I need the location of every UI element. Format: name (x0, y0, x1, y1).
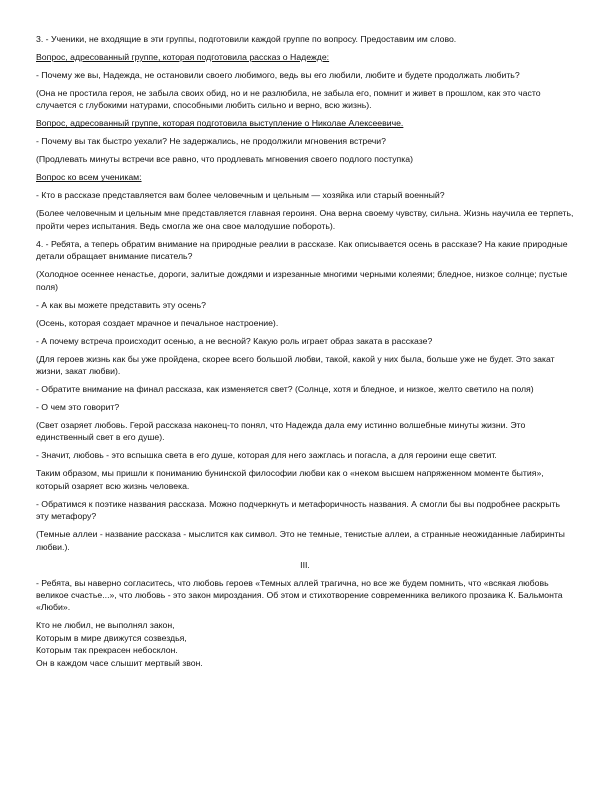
closing-paragraph: - Ребята, вы наверно согласитесь, что любовь героев «Темных аллей трагична, но все же будем помнить, что «всякая любовь великое счастье...», что любовь - это закон мироздания. Об этом и стихотворение современника великого прозаика К. Бальмонта «Люби». (36, 577, 563, 613)
paragraph: 3. - Ученики, не входящие в эти группы, подготовили каждой группе по вопросу. Предоставим им слово. (36, 34, 457, 44)
poem-line: Кто не любил, не выполнял закон, (36, 620, 175, 631)
paragraph: - О чем это говорит? (36, 402, 120, 413)
paragraph: - Кто в рассказе представляется вам более человечным и цельным — хозяйка или старый военный? (36, 190, 445, 201)
paragraph-list (36, 33, 574, 553)
paragraph: - А почему встреча происходит осенью, а не весной? Какую роль играет образ заката в рассказе? (36, 335, 433, 346)
question-heading: Вопрос, адресованный группе, которая подготовила рассказ о Надежде: (36, 52, 330, 62)
paragraph: (Продлевать минуты встречи все равно, что продлевать мгновения своего подлого поступка) (36, 154, 413, 165)
paragraph: - Обратите внимание на финал рассказа, как изменяется свет? (Солнце, хотя и бледное, и низкое, желто светило на поля) (36, 384, 534, 395)
paragraph: - Почему вы так быстро уехали? Не задержались, не продолжили мгновения встречи? (36, 136, 386, 147)
paragraph: (Более человечным и цельным мне представляется главная героиня. Она верна своему чувству, сильна. Жизнь научила ее терпеть, пройти через испытания. Ведь смогла же она свое малодушие побороть). (36, 208, 574, 231)
section-heading: III. (300, 559, 310, 570)
question-heading: Вопрос, адресованный группе, которая подготовила выступление о Николае Алексеевиче. (36, 118, 404, 129)
paragraph: 4. - Ребята, а теперь обратим внимание на природные реалии в рассказе. Как описывается осень в рассказе? На какие природные детали обращает внимание писатель? (36, 238, 568, 262)
poem-line: Которым в мире движутся созвездья, (36, 632, 187, 643)
paragraph: - Почему же вы, Надежда, не остановили своего любимого, ведь вы его любили, любите и будете продолжать любить? (36, 70, 520, 80)
paragraph: (Темные аллеи - название рассказа - мыслится как символ. Это не темные, тенистые аллеи, а странные неожиданные лабиринты любви.). (36, 529, 565, 552)
question-heading: Вопрос ко всем ученикам: (36, 172, 142, 183)
paragraph: Таким образом, мы пришли к пониманию бунинской философии любви как о «неком высшем напряженном моменте бытия», который озаряет всю жизнь человека. (36, 468, 544, 491)
document-body (36, 33, 574, 669)
paragraph: - Обратимся к поэтике названия рассказа. Можно подчеркнуть и метафоричность названия. А смогли бы вы подробнее раскрыть эту метафору? (36, 498, 560, 522)
paragraph: - Значит, любовь - это вспышка света в его душе, которая для него зажглась и погасла, а для героини еще светит. (36, 450, 497, 461)
paragraph: (Осень, которая создает мрачное и печальное настроение). (36, 317, 279, 328)
poem-line: Он в каждом часе слышит мертвый звон. (36, 657, 203, 668)
paragraph: (Она не простила героя, не забыла своих обид, но и не разлюбила, не забыла его, помнит и живет в прошлом, как это часто случается с глубокими натурами, способными любить сильно и верно, всю жизнь). (36, 88, 541, 111)
paragraph: - А как вы можете представить эту осень? (36, 299, 206, 310)
poem-line: Которым так прекрасен небосклон. (36, 645, 178, 656)
paragraph: (Свет озаряет любовь. Герой рассказа наконец-то понял, что Надежда дала ему истинно волшебные минуты жизни. Это единственный свет в его душе). (36, 420, 526, 443)
paragraph: (Холодное осеннее ненастье, дороги, залитые дождями и изрезанные многими черными колеями; бледное, низкое солнце; пустые поля) (36, 269, 568, 292)
paragraph: (Для героев жизнь как бы уже пройдена, скорее всего большой любви, такой, какой у них была, больше уже не будет. Это закат жизни, закат любви). (36, 353, 555, 377)
poem (36, 619, 574, 669)
